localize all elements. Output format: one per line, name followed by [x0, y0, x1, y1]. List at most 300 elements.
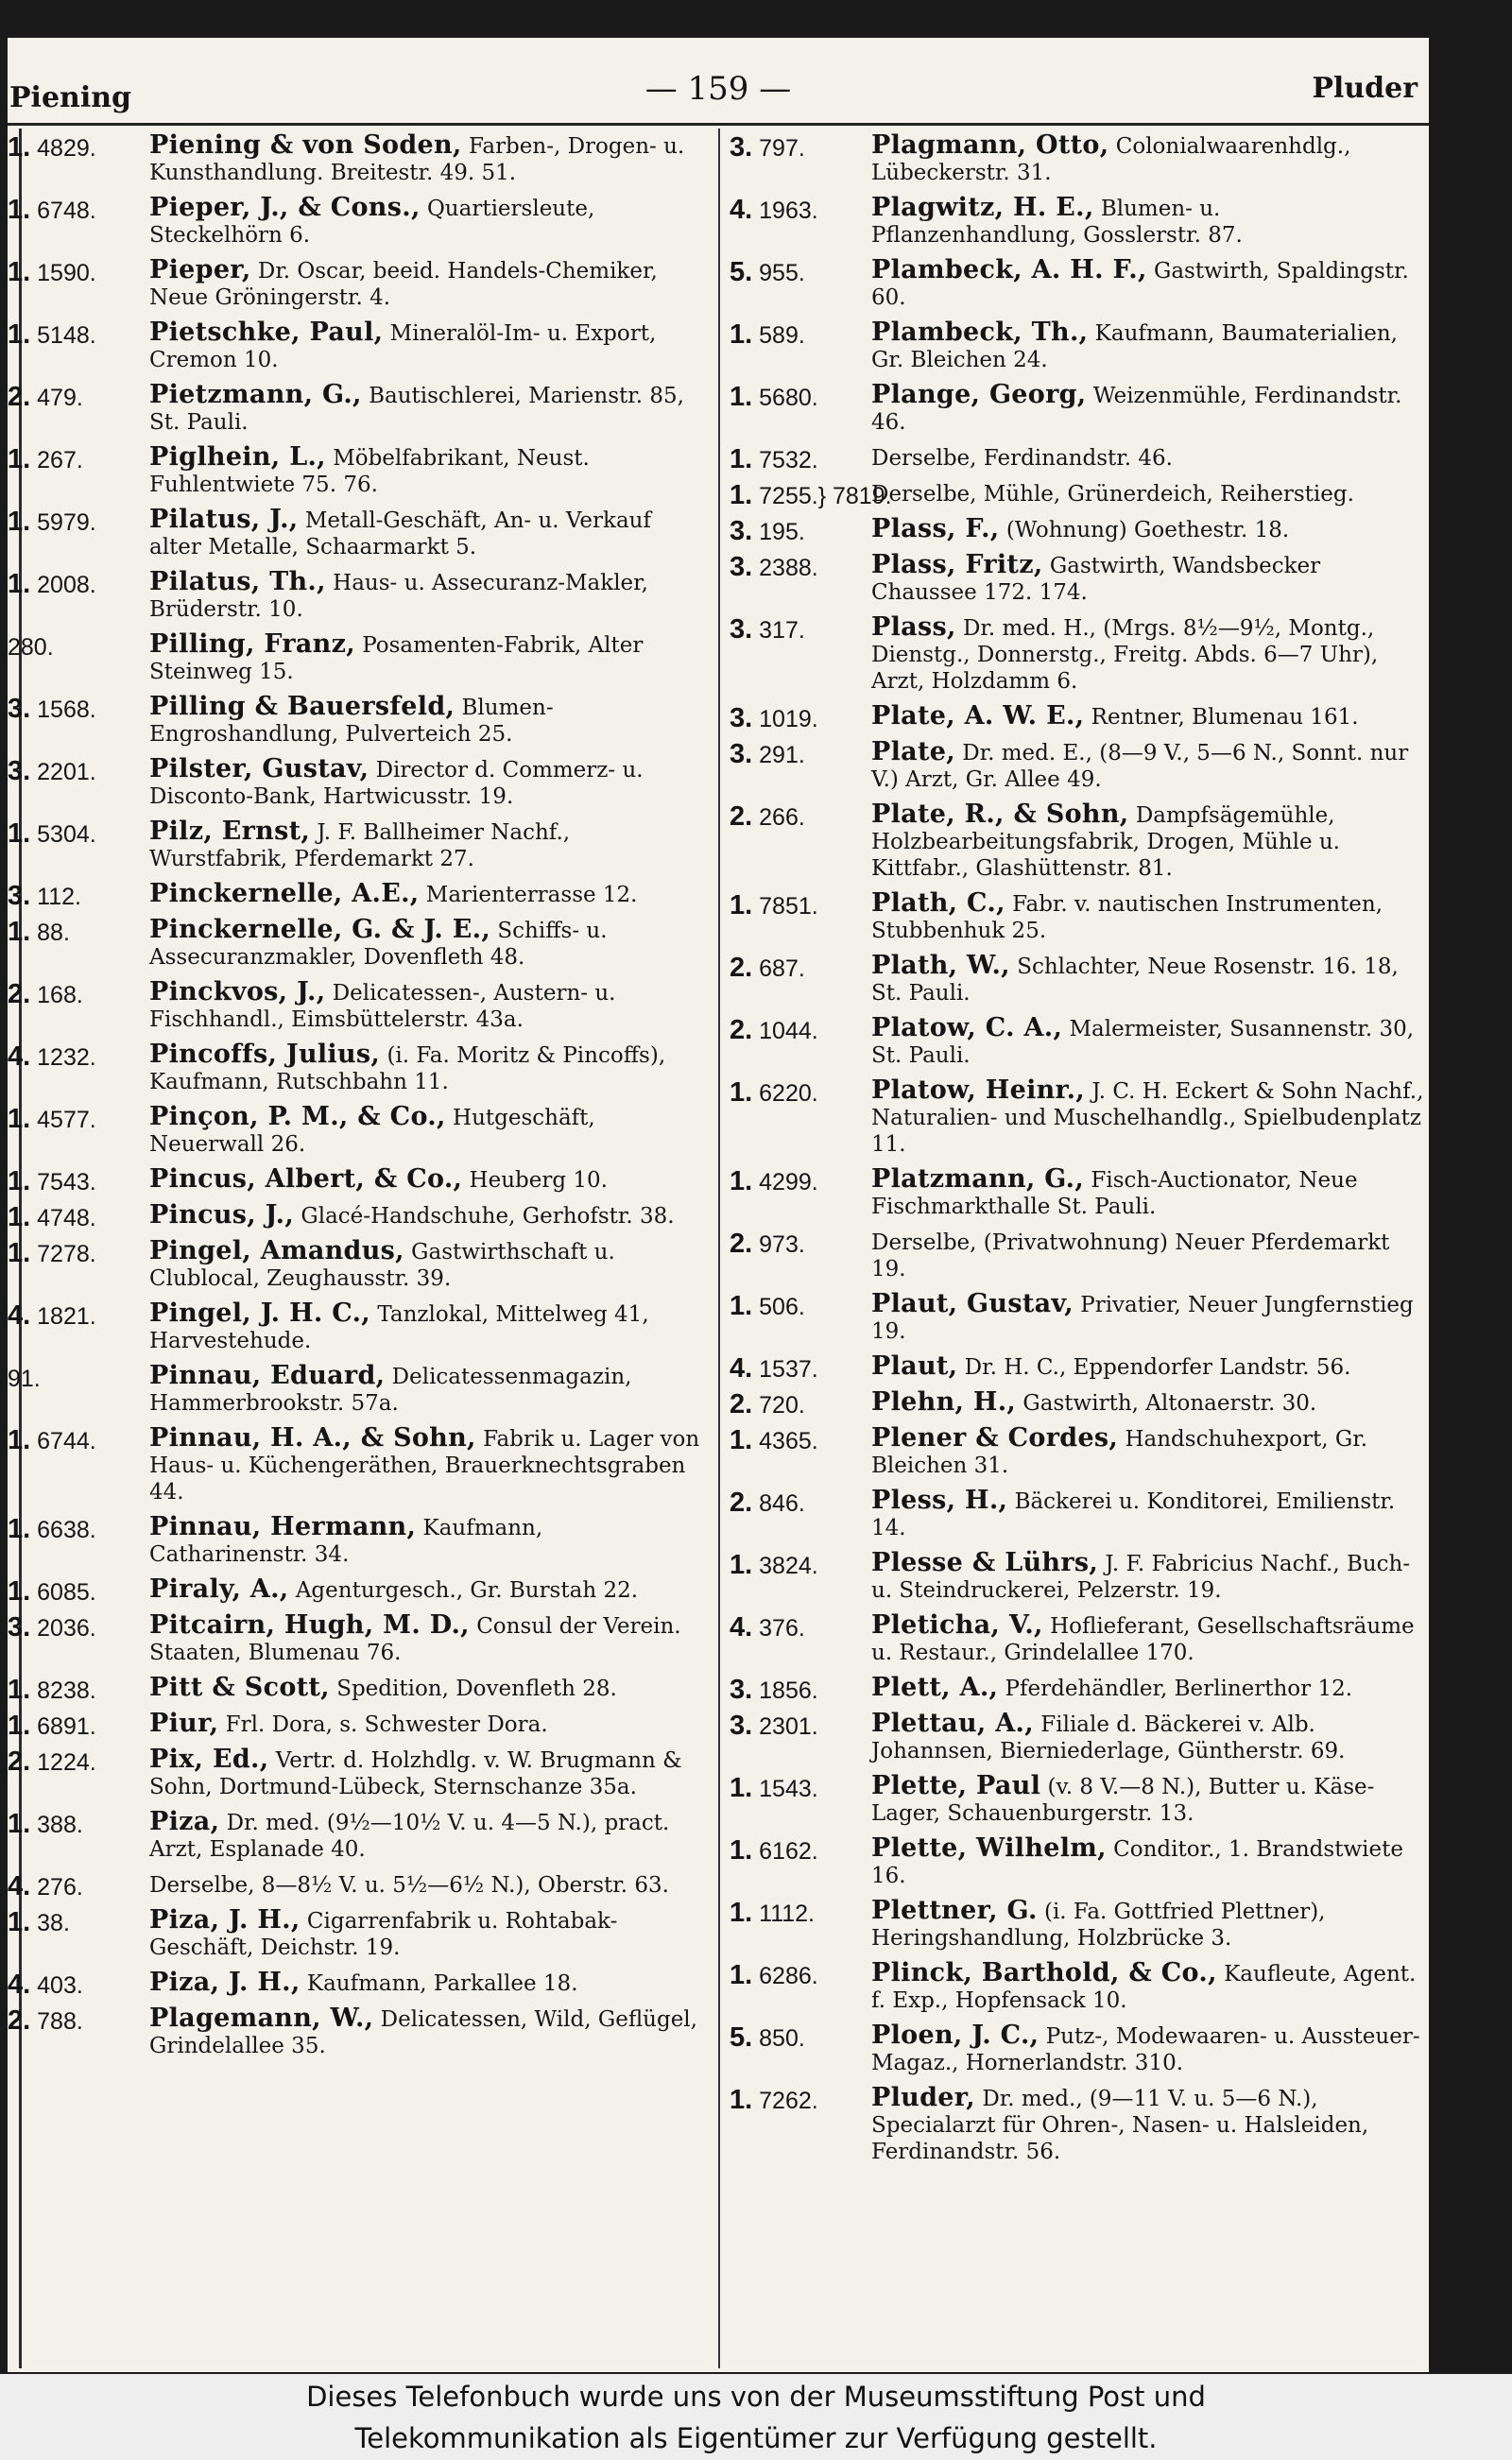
phone-number — [8, 1516, 146, 1543]
phone-number — [730, 1489, 868, 1517]
line-number: 797. — [759, 135, 805, 162]
phone-number — [8, 571, 146, 598]
line-number: 973. — [759, 1231, 805, 1258]
subscriber-details: Handschuhexport, Gr. Bleichen 31. — [871, 1427, 1368, 1478]
exchange-area: 1. — [730, 1291, 753, 1321]
subscriber-name: Platow, Heinr., — [871, 1075, 1085, 1105]
line-number: 4829. — [37, 135, 96, 162]
subscriber-details: J. F. Ballheimer Nachf., Wurstfabrik, Pferdemarkt 27. — [149, 820, 571, 871]
directory-entry — [8, 2005, 707, 2059]
exchange-area: 1. — [730, 1077, 753, 1108]
directory-entry — [8, 1514, 707, 1568]
line-number: 1044. — [759, 1018, 818, 1044]
phone-number — [8, 1614, 146, 1642]
directory-entry — [730, 1550, 1429, 1604]
line-number: 291. — [759, 742, 805, 768]
subscriber-details: Filiale d. Bäckerei v. Alb. Johannsen, Bierniederlage, Güntherstr. 69. — [871, 1712, 1346, 1763]
subscriber-name: Pingel, J. H. C., — [149, 1299, 371, 1328]
exchange-area: 3. — [730, 1675, 753, 1705]
subscriber-details: Spedition, Dovenfleth 28. — [336, 1677, 617, 1701]
exchange-area: 1. — [730, 1960, 753, 1990]
subscriber-name: Plinck, Barthold, & Co., — [871, 1958, 1217, 1987]
subscriber-details: Hoflieferant, Gesellschaftsräume u. Restaur., Grindelallee 170. — [871, 1614, 1415, 1665]
line-number: 7255.} 7819. — [759, 483, 892, 509]
phone-number — [730, 1391, 868, 1419]
line-number: 2008. — [37, 572, 96, 598]
directory-entry — [8, 507, 707, 560]
subscriber-details: Posamenten-Fabrik, Alter Steinweg 15. — [149, 633, 644, 684]
subscriber-name: Pietschke, Paul, — [149, 318, 384, 347]
subscriber-details: Conditor., 1. Brandstwiete 16. — [871, 1837, 1403, 1888]
page-header — [8, 64, 1429, 121]
subscriber-details: Kaufmann, Baumaterialien, Gr. Bleichen 24. — [871, 321, 1398, 372]
directory-entry — [8, 444, 707, 498]
subscriber-name: Plass, — [871, 612, 956, 642]
subscriber-details: Quartiersleute, Steckelhörn 6. — [149, 197, 595, 248]
exchange-area: 1. — [8, 1514, 31, 1544]
phone-number — [8, 919, 146, 946]
exchange-area: 3. — [730, 703, 753, 733]
line-number: 6220. — [759, 1080, 818, 1107]
phone-number — [8, 883, 146, 910]
exchange-area: 2. — [730, 953, 753, 983]
directory-entry — [730, 1488, 1429, 1541]
line-number: 1568. — [37, 697, 96, 723]
subscriber-name: Platow, C. A., — [871, 1013, 1063, 1042]
subscriber-name: Pieper, — [149, 255, 251, 284]
line-number: 388. — [37, 1812, 83, 1838]
exchange-area: 4. — [730, 1353, 753, 1384]
subscriber-name: Plaut, — [871, 1351, 958, 1381]
directory-entry — [730, 444, 1429, 472]
subscriber-name: Pinckvos, J., — [149, 977, 326, 1006]
subscriber-name: Plass, Fritz, — [871, 550, 1043, 579]
subscriber-details: Heuberg 10. — [469, 1168, 608, 1193]
subscriber-details: Hutgeschäft, Neuerwall 26. — [149, 1106, 595, 1157]
phone-number — [730, 1962, 868, 1989]
phone-number — [730, 741, 868, 768]
subscriber-details: Fisch-Auctionator, Neue Fischmarkthalle St. Pauli. — [871, 1168, 1358, 1219]
subscriber-details: Farben-, Drogen- u. Kunsthandlung. Breitestr. 49. 51. — [149, 134, 685, 185]
exchange-area: 3. — [8, 881, 31, 911]
subscriber-name: Pilling, Franz, — [149, 629, 355, 659]
subscriber-name: Plettau, A., — [871, 1709, 1034, 1738]
line-number: 1537. — [759, 1356, 818, 1383]
subscriber-details: Delicatessen, Wild, Geflügel, Grindelallee 35. — [149, 2007, 697, 2058]
directory-entry — [8, 319, 707, 373]
exchange-area: 1. — [730, 890, 753, 920]
line-number: 687. — [759, 955, 805, 982]
line-number: 6744. — [37, 1428, 96, 1454]
footer-notice — [0, 2374, 1512, 2460]
line-number: 38. — [37, 1910, 70, 1936]
subscriber-details: Gastwirth, Spaldingstr. 60. — [871, 259, 1409, 310]
subscriber-name: Pincus, Albert, & Co., — [149, 1164, 463, 1194]
page-number: — 159 — — [644, 70, 792, 108]
exchange-area: 2. — [730, 1229, 753, 1259]
directory-entry — [8, 1425, 707, 1505]
exchange-area: 1. — [8, 1576, 31, 1607]
phone-number — [730, 518, 868, 545]
exchange-area: 1. — [730, 382, 753, 412]
line-number: 4299. — [759, 1169, 818, 1196]
subscriber-details: Derselbe, Ferdinandstr. 46. — [871, 446, 1173, 471]
subscriber-details: J. C. H. Eckert & Sohn Nachf., Naturalien- und Muschelhandlg., Spielbudenplatz 11. — [871, 1079, 1424, 1157]
phone-number — [8, 446, 146, 473]
directory-entry — [730, 552, 1429, 606]
phone-number — [730, 1900, 868, 1927]
exchange-area: 4. — [8, 1871, 31, 1901]
directory-entry — [8, 132, 707, 186]
subscriber-name: Pilster, Gustav, — [149, 754, 369, 783]
line-number: 1543. — [759, 1776, 818, 1802]
phone-number — [8, 1748, 146, 1776]
exchange-area: 1. — [8, 1809, 31, 1839]
exchange-area: 3. — [730, 552, 753, 582]
subscriber-details: Blumen- u. Pflanzenhandlung, Gosslerstr. 87. — [871, 197, 1243, 248]
line-number: 2301. — [759, 1713, 818, 1740]
subscriber-details: Blumen-Engroshandlung, Pulverteich 25. — [149, 696, 554, 747]
exchange-area: 1. — [8, 818, 31, 849]
directory-entry — [730, 1425, 1429, 1479]
exchange-area: 2. — [8, 2005, 31, 2036]
subscriber-name: Plass, F., — [871, 514, 1000, 543]
subscriber-name: Pilatus, Th., — [149, 567, 326, 596]
header-left-keyword: Piening — [9, 81, 132, 114]
line-number: 376. — [759, 1615, 805, 1642]
exchange-area: 1. — [8, 1907, 31, 1937]
phone-number — [8, 1971, 146, 1999]
subscriber-details: Kaufleute, Agent. f. Exp., Hopfensack 10. — [871, 1962, 1417, 2013]
directory-entry — [8, 195, 707, 249]
directory-entry — [8, 917, 707, 971]
exchange-area: 4. — [8, 1041, 31, 1072]
subscriber-name: Plehn, H., — [871, 1387, 1017, 1417]
directory-entry — [8, 756, 707, 810]
line-number: 1856. — [759, 1677, 818, 1704]
subscriber-name: Pilz, Ernst, — [149, 817, 311, 846]
phone-number — [8, 321, 146, 349]
subscriber-details: Marienterrasse 12. — [425, 883, 638, 907]
directory-entry — [730, 890, 1429, 944]
exchange-area: 1. — [8, 1711, 31, 1741]
exchange-area: 5. — [730, 257, 753, 287]
subscriber-name: Plath, C., — [871, 888, 1005, 918]
exchange-area: 3. — [8, 756, 31, 786]
line-number: 280. — [8, 634, 54, 661]
exchange-area: 2. — [8, 979, 31, 1009]
line-number: 506. — [759, 1294, 805, 1320]
exchange-area: 1. — [8, 917, 31, 947]
line-number: 4577. — [37, 1107, 96, 1133]
subscriber-details: Malermeister, Susannenstr. 30, St. Pauli. — [871, 1017, 1415, 1068]
directory-entry — [8, 257, 707, 311]
line-number: 7278. — [37, 1241, 96, 1267]
subscriber-details: (Wohnung) Goethestr. 18. — [1005, 518, 1290, 542]
subscriber-name: Plener & Cordes, — [871, 1423, 1119, 1453]
subscriber-name: Pinnau, H. A., & Sohn, — [149, 1423, 476, 1453]
subscriber-details: Fabrik u. Lager von Haus- u. Küchengeräthen, Brauerknechtsgraben 44. — [149, 1427, 700, 1505]
line-number: 5148. — [37, 322, 96, 349]
directory-entry — [730, 801, 1429, 882]
phone-number — [730, 1230, 868, 1258]
line-number: 955. — [759, 260, 805, 286]
column-divider — [718, 129, 720, 2368]
subscriber-name: Piza, J. H., — [149, 1905, 301, 1935]
exchange-area: 1. — [8, 195, 31, 225]
phone-number — [730, 1017, 868, 1044]
phone-number — [8, 1302, 146, 1330]
subscriber-details: Agenturgesch., Gr. Burstah 22. — [295, 1578, 639, 1603]
phone-number — [730, 554, 868, 581]
subscriber-name: Pless, H., — [871, 1486, 1008, 1515]
phone-number — [8, 1578, 146, 1606]
phone-number — [730, 705, 868, 732]
phone-number — [730, 1712, 868, 1740]
subscriber-details: Mineralöl-Im- u. Export, Cremon 10. — [149, 321, 657, 372]
exchange-area: 3. — [730, 1711, 753, 1741]
phone-number — [730, 480, 892, 510]
subscriber-details: J. F. Fabricius Nachf., Buch- u. Steindruckerei, Pelzerstr. 19. — [871, 1552, 1411, 1603]
exchange-area: 1. — [730, 319, 753, 350]
line-number: 6748. — [37, 198, 96, 224]
exchange-area: 1. — [8, 1425, 31, 1455]
exchange-area: 1. — [730, 480, 753, 510]
line-number: 7532. — [759, 447, 818, 473]
exchange-area: 2. — [730, 1389, 753, 1419]
subscriber-details: Derselbe, 8—8½ V. u. 5½—6½ N.), Oberstr. 63. — [149, 1873, 669, 1898]
line-number: 5680. — [759, 385, 818, 411]
line-number: 4365. — [759, 1428, 818, 1454]
subscriber-name: Piening & von Soden, — [149, 130, 462, 160]
directory-entry — [730, 480, 1429, 510]
exchange-area: 1. — [730, 2085, 753, 2115]
directory-entry — [730, 132, 1429, 186]
line-number: 1019. — [759, 706, 818, 732]
line-number: 266. — [759, 804, 805, 831]
subscriber-details: Kaufmann, Parkallee 18. — [306, 1971, 578, 1996]
exchange-area: 2. — [730, 1015, 753, 1045]
exchange-area: 4. — [730, 1612, 753, 1643]
directory-entry — [8, 1238, 707, 1292]
line-number: 3824. — [759, 1553, 818, 1579]
line-number: 2036. — [37, 1615, 96, 1642]
subscriber-details: Weizenmühle, Ferdinandstr. 46. — [871, 384, 1402, 435]
line-number: 1232. — [37, 1044, 96, 1071]
phone-number — [730, 1079, 868, 1107]
exchange-area: 4. — [8, 1970, 31, 2000]
subscriber-name: Pingel, Amandus, — [149, 1236, 404, 1265]
exchange-area: 1. — [730, 1898, 753, 1928]
directory-entry — [730, 1835, 1429, 1889]
phone-number — [730, 1168, 868, 1196]
phone-number — [730, 259, 868, 286]
subscriber-details: Glacé-Handschuhe, Gerhofstr. 38. — [301, 1204, 675, 1229]
phone-number — [8, 1873, 146, 1901]
line-number: 1821. — [37, 1303, 96, 1330]
line-number: 267. — [37, 447, 83, 473]
directory-entry — [730, 1898, 1429, 1952]
subscriber-details: Schiffs- u. Assecuranzmakler, Dovenfleth 48. — [149, 919, 608, 970]
directory-entry — [730, 257, 1429, 311]
directory-entry — [730, 195, 1429, 249]
directory-entry — [730, 703, 1429, 731]
line-number: 1590. — [37, 260, 96, 286]
subscriber-details: Rentner, Blumenau 161. — [1091, 705, 1359, 730]
exchange-area: 3. — [730, 739, 753, 769]
directory-entry — [8, 1104, 707, 1158]
phone-number — [8, 696, 146, 723]
subscriber-details: Privatier, Neuer Jungfernstieg 19. — [871, 1293, 1414, 1344]
line-number: 5304. — [37, 821, 96, 848]
subscriber-name: Plette, Wilhelm, — [871, 1833, 1107, 1863]
phone-number — [730, 1552, 868, 1579]
phone-number — [8, 1677, 146, 1704]
directory-entry — [8, 1574, 707, 1607]
line-number: 2201. — [37, 759, 96, 785]
directory-entry — [730, 1389, 1429, 1417]
subscriber-details: Haus- u. Assecuranz-Makler, Brüderstr. 10. — [149, 571, 648, 622]
footer-line-2: Telekommunikation als Eigentümer zur Verfügung gestellt. — [354, 2422, 1158, 2454]
directory-entry — [8, 979, 707, 1033]
directory-entry — [730, 1711, 1429, 1764]
directory-entry — [730, 1015, 1429, 1069]
line-number: 6085. — [37, 1579, 96, 1606]
subscriber-details: Bautischlerei, Marienstr. 85, St. Pauli. — [149, 384, 684, 435]
line-number: 7851. — [759, 893, 818, 920]
directory-entry — [730, 1077, 1429, 1158]
subscriber-details: Bäckerei u. Konditorei, Emilienstr. 14. — [871, 1489, 1396, 1540]
phone-number — [8, 758, 146, 785]
right-column — [730, 132, 1429, 2174]
phone-number — [730, 2024, 868, 2052]
subscriber-details: Putz-, Modewaaren- u. Aussteuer-Magaz., Hornerlandstr. 310. — [871, 2024, 1420, 2075]
subscriber-details: Metall-Geschäft, An- u. Verkauf alter Metalle, Schaarmarkt 5. — [149, 508, 652, 559]
exchange-area: 3. — [8, 1612, 31, 1643]
line-number: 846. — [759, 1490, 805, 1517]
phone-number — [730, 1837, 868, 1865]
directory-entry — [730, 2085, 1429, 2165]
subscriber-details: Möbelfabrikant, Neust. Fuhlentwiete 75. 76. — [149, 446, 590, 497]
line-number: 2388. — [759, 555, 818, 581]
phone-number — [8, 633, 146, 661]
subscriber-name: Piza, J. H., — [149, 1968, 301, 1997]
subscriber-name: Pleticha, V., — [871, 1610, 1043, 1640]
subscriber-name: Plaut, Gustav, — [871, 1289, 1074, 1318]
exchange-area: 1. — [730, 1550, 753, 1580]
phone-number — [8, 1427, 146, 1454]
subscriber-details: Gastwirth, Wandsbecker Chaussee 172. 174. — [871, 554, 1321, 605]
line-number: 788. — [37, 2008, 83, 2035]
phone-number — [730, 1614, 868, 1642]
directory-entry — [730, 1351, 1429, 1384]
subscriber-name: Pinckernelle, G. & J. E., — [149, 915, 491, 944]
subscriber-details: Dampfsägemühle, Holzbearbeitungsfabrik, Drogen, Mühle u. Kittfabr., Glashüttenstr. 81. — [871, 803, 1340, 881]
line-number: 6286. — [759, 1963, 818, 1989]
subscriber-details: Pferdehändler, Berlinerthor 12. — [1005, 1677, 1353, 1701]
phone-number — [8, 1712, 146, 1740]
directory-entry — [730, 514, 1429, 546]
header-rule — [8, 123, 1429, 126]
phone-number — [8, 197, 146, 224]
directory-entry — [730, 1166, 1429, 1220]
phone-number — [8, 2007, 146, 2035]
directory-page — [8, 38, 1429, 2372]
subscriber-name: Piza, — [149, 1807, 220, 1836]
phone-number — [8, 1204, 146, 1231]
subscriber-name: Plange, Georg, — [871, 380, 1087, 409]
directory-entry — [730, 319, 1429, 373]
line-number: 168. — [37, 982, 83, 1008]
directory-entry — [8, 569, 707, 623]
line-number: 850. — [759, 2025, 805, 2052]
directory-entry — [730, 382, 1429, 436]
directory-entry — [8, 1041, 707, 1095]
line-number: 403. — [37, 1972, 83, 1999]
phone-number — [8, 1909, 146, 1936]
line-number: 1963. — [759, 198, 818, 224]
phone-number — [730, 1293, 868, 1320]
subscriber-name: Plate, — [871, 737, 955, 766]
subscriber-details: Gastwirth, Altonaerstr. 30. — [1022, 1391, 1317, 1416]
subscriber-details: (v. 8 V.—8 N.), Butter u. Käse-Lager, Schauenburgerstr. 13. — [871, 1775, 1375, 1826]
line-number: 720. — [759, 1392, 805, 1419]
subscriber-details: Derselbe, (Privatwohnung) Neuer Pferdemarkt 19. — [871, 1230, 1390, 1282]
directory-entry — [8, 818, 707, 872]
directory-entry — [8, 1612, 707, 1666]
phone-number — [730, 321, 868, 349]
exchange-area: 2. — [730, 1488, 753, 1518]
subscriber-name: Pitcairn, Hugh, M. D., — [149, 1610, 470, 1640]
subscriber-name: Plate, R., & Sohn, — [871, 800, 1129, 829]
subscriber-details: Director d. Commerz- u. Disconto-Bank, Hartwicusstr. 19. — [149, 758, 644, 809]
line-number: 7262. — [759, 2088, 818, 2114]
exchange-area: 1. — [730, 444, 753, 474]
exchange-area: 1. — [8, 1202, 31, 1232]
subscriber-name: Piur, — [149, 1709, 219, 1738]
directory-entry — [8, 1907, 707, 1961]
subscriber-details: Kaufmann, Catharinenstr. 34. — [149, 1516, 543, 1567]
subscriber-name: Plambeck, A. H. F., — [871, 255, 1147, 284]
subscriber-name: Pitt & Scott, — [149, 1673, 330, 1702]
subscriber-details: Derselbe, Mühle, Grünerdeich, Reiherstieg. — [871, 482, 1354, 507]
subscriber-details: Gastwirthschaft u. Clublocal, Zeughausstr. 39. — [149, 1240, 615, 1291]
phone-number — [730, 955, 868, 982]
phone-number — [8, 134, 146, 162]
exchange-area: 4. — [8, 1300, 31, 1331]
exchange-area: 1. — [730, 1773, 753, 1803]
directory-entry — [8, 1300, 707, 1354]
subscriber-name: Plath, W., — [871, 951, 1010, 980]
exchange-area: 5. — [730, 2022, 753, 2053]
phone-number — [8, 384, 146, 411]
directory-entry — [8, 1363, 707, 1417]
phone-number — [730, 1677, 868, 1704]
exchange-area: 3. — [8, 694, 31, 724]
subscriber-name: Pincoffs, Julius, — [149, 1040, 381, 1069]
directory-entry — [730, 1773, 1429, 1827]
phone-number — [730, 1355, 868, 1383]
phone-number — [8, 1365, 146, 1392]
directory-entry — [8, 1709, 707, 1741]
directory-entry — [730, 614, 1429, 695]
subscriber-name: Plettner, G. — [871, 1896, 1038, 1925]
directory-entry — [730, 1229, 1429, 1282]
subscriber-name: Pinckernelle, A.E., — [149, 879, 420, 908]
subscriber-name: Plesse & Lührs, — [871, 1548, 1099, 1577]
directory-entry — [8, 1809, 707, 1863]
exchange-area: 2. — [730, 801, 753, 832]
